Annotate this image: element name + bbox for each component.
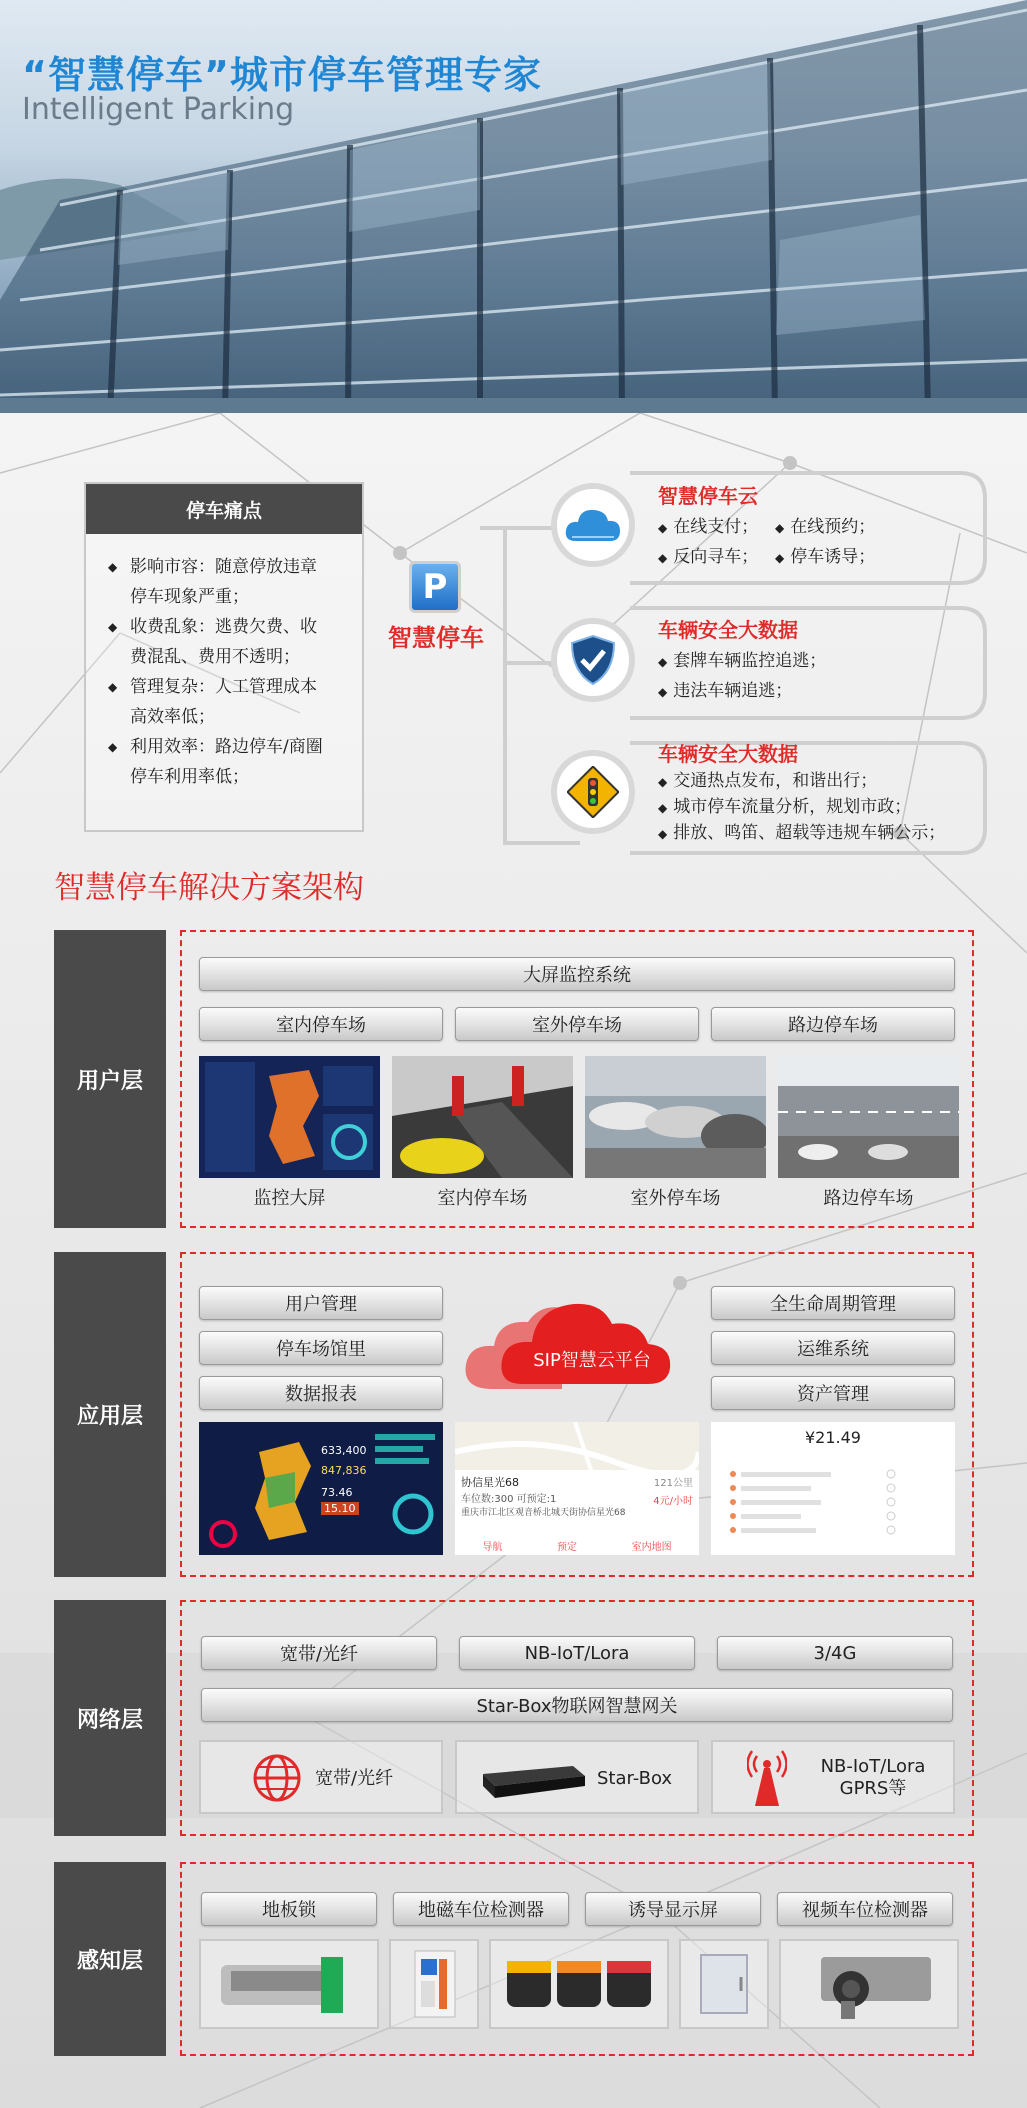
- control-cabinet-icon: [681, 1941, 767, 2027]
- pain-point-text: 管理复杂：人工管理成本: [130, 677, 317, 697]
- app-layer-label: 应用层: [54, 1252, 166, 1577]
- feature-line: ◆ 在线支付；: [658, 517, 759, 537]
- pain-point-item: [108, 612, 346, 672]
- feature-line: ◆ 城市停车流量分析，规划市政；: [658, 797, 912, 817]
- geomagnetic-detector-button: 地磁车位检测器: [393, 1892, 569, 1926]
- pain-points-list: [86, 534, 362, 792]
- dashboard-number: 847,836: [321, 1464, 367, 1477]
- globe-icon: [251, 1752, 303, 1804]
- network-layer-box: [180, 1600, 974, 1836]
- feature-line: ◆ 停车诱导；: [775, 547, 876, 567]
- cloud-platform-icon: [462, 1284, 682, 1399]
- cloud-platform-label: SIP智慧云平台: [533, 1350, 651, 1371]
- pain-point-text: 费混乱、费用不透明；: [130, 647, 300, 667]
- lifecycle-management-button: 全生命周期管理: [711, 1286, 955, 1320]
- asset-management-button: 资产管理: [711, 1376, 955, 1410]
- geomagnetic-sensor-icon: [391, 1941, 477, 2027]
- router-box-icon: [477, 1756, 587, 1802]
- feature-line: ◆ 交通热点发布，和谐出行；: [658, 771, 878, 791]
- pain-point-item: [108, 552, 346, 612]
- map-distance: 121公里: [653, 1478, 693, 1489]
- pain-point-text: 停车现象严重；: [130, 587, 249, 607]
- smart-parking-label: 智慧停车: [388, 624, 484, 652]
- feature-line: ◆ 排放、鸣笛、超载等违规车辆公示；: [658, 823, 946, 843]
- dashboard-number: 73.46: [321, 1486, 353, 1499]
- star-box-label: Star-Box: [597, 1768, 673, 1789]
- map-tab-navigate: 导航: [482, 1542, 503, 1553]
- dashboard-number: 15.10: [321, 1502, 359, 1515]
- user-layer-label: 用户层: [54, 930, 166, 1228]
- floor-lock-button: 地板锁: [201, 1892, 377, 1926]
- feature-title: 车辆安全大数据: [658, 742, 798, 766]
- broadband-frame: [199, 1740, 443, 1814]
- cloud-icon: [551, 483, 635, 567]
- pain-point-text: 停车利用率低；: [130, 767, 249, 787]
- geomagnetic-frame: [389, 1939, 479, 2029]
- broadband-frame-label: 宽带/光纤: [315, 1768, 394, 1789]
- outdoor-parking-button: 室外停车场: [455, 1007, 699, 1041]
- outdoor-parking-caption: 室外停车场: [630, 1188, 721, 1209]
- nb-iot-frame-label: NB-IoT/Lora GPRS等: [820, 1756, 926, 1799]
- architecture-title: 智慧停车解决方案架构: [54, 870, 364, 906]
- antenna-tower-icon: [747, 1748, 787, 1808]
- hero-title: “智慧停车”城市停车管理专家: [22, 53, 542, 97]
- display-box-frame: [679, 1939, 769, 2029]
- network-layer-label: 网络层: [54, 1600, 166, 1836]
- operations-system-button: 运维系统: [711, 1331, 955, 1365]
- pain-point-text: 收费乱象：逃费欠费、收: [130, 617, 317, 637]
- map-address: 重庆市江北区观音桥北城天街协信星光68: [461, 1508, 626, 1518]
- video-detector-frame: [779, 1939, 959, 2029]
- roadside-parking-caption: 路边停车场: [823, 1188, 914, 1209]
- payment-amount: ¥21.49: [805, 1428, 861, 1447]
- indoor-parking-button: 室内停车场: [199, 1007, 443, 1041]
- gateway-bar: Star-Box物联网智慧网关: [201, 1688, 953, 1722]
- pain-points-panel: [84, 482, 364, 832]
- parking-p-icon: P: [409, 561, 461, 613]
- floor-lock-frame: [199, 1939, 379, 2029]
- broadband-button: 宽带/光纤: [201, 1636, 437, 1670]
- map-tab-reserve: 预定: [556, 1542, 577, 1553]
- feature-line: ◆ 反向寻车；: [658, 547, 759, 567]
- monitor-screen-image: [199, 1056, 380, 1178]
- payment-app-screenshot: [711, 1422, 955, 1555]
- outdoor-parking-image: [585, 1056, 766, 1178]
- hero-subtitle: Intelligent Parking: [22, 92, 295, 127]
- floor-lock-icon: [201, 1941, 377, 2027]
- pain-point-text: 影响市容：随意停放违章: [130, 557, 317, 577]
- feature-line: ◆ 违法车辆追逃；: [658, 681, 793, 701]
- guidance-display-frame: [489, 1939, 669, 2029]
- roadside-parking-image: [778, 1056, 959, 1178]
- pain-point-text: 利用效率：路边停车/商圈: [130, 737, 323, 757]
- cellular-button: 3/4G: [717, 1636, 953, 1670]
- sense-layer-box: [180, 1862, 974, 2056]
- hero-banner: [0, 0, 1027, 413]
- map-tab-indoor-map: 室内地图: [631, 1542, 672, 1553]
- traffic-light-icon: [551, 750, 635, 834]
- map-place-name: 协信星光68: [461, 1476, 519, 1489]
- shield-check-icon: [551, 618, 635, 702]
- nb-iot-frame: [711, 1740, 955, 1814]
- indoor-parking-caption: 室内停车场: [437, 1188, 528, 1209]
- big-screen-monitor-bar: 大屏监控系统: [199, 957, 955, 991]
- star-box-frame: [455, 1740, 699, 1814]
- app-layer-box: [180, 1252, 974, 1577]
- guidance-display-icon: [491, 1941, 667, 2027]
- data-report-button: 数据报表: [199, 1376, 443, 1410]
- map-spaces: 车位数:300 可预定:1: [461, 1494, 557, 1505]
- map-app-screenshot: [455, 1422, 699, 1555]
- dashboard-number: 633,400: [321, 1444, 367, 1457]
- pain-points-heading: 停车痛点: [86, 484, 362, 534]
- feature-line: ◆ 在线预约；: [775, 517, 876, 537]
- user-management-button: 用户管理: [199, 1286, 443, 1320]
- indoor-parking-image: [392, 1056, 573, 1178]
- feature-title: 智慧停车云: [658, 484, 758, 508]
- feature-title: 车辆安全大数据: [658, 618, 798, 642]
- sense-layer-label: 感知层: [54, 1862, 166, 2056]
- pain-point-text: 高效率低；: [130, 707, 215, 727]
- parking-lot-management-button: 停车场馆里: [199, 1331, 443, 1365]
- roadside-parking-button: 路边停车场: [711, 1007, 955, 1041]
- map-price: 4元/小时: [653, 1496, 693, 1507]
- guidance-display-button: 诱导显示屏: [585, 1892, 761, 1926]
- feature-line: ◆ 套牌车辆监控追逃；: [658, 651, 827, 671]
- dashboard-screenshot: [199, 1422, 443, 1555]
- pain-point-item: [108, 732, 346, 792]
- pain-point-item: [108, 672, 346, 732]
- nb-iot-button: NB-IoT/Lora: [459, 1636, 695, 1670]
- video-detector-button: 视频车位检测器: [777, 1892, 953, 1926]
- monitor-screen-caption: 监控大屏: [253, 1188, 326, 1209]
- user-layer-box: [180, 930, 974, 1228]
- video-camera-icon: [781, 1941, 957, 2027]
